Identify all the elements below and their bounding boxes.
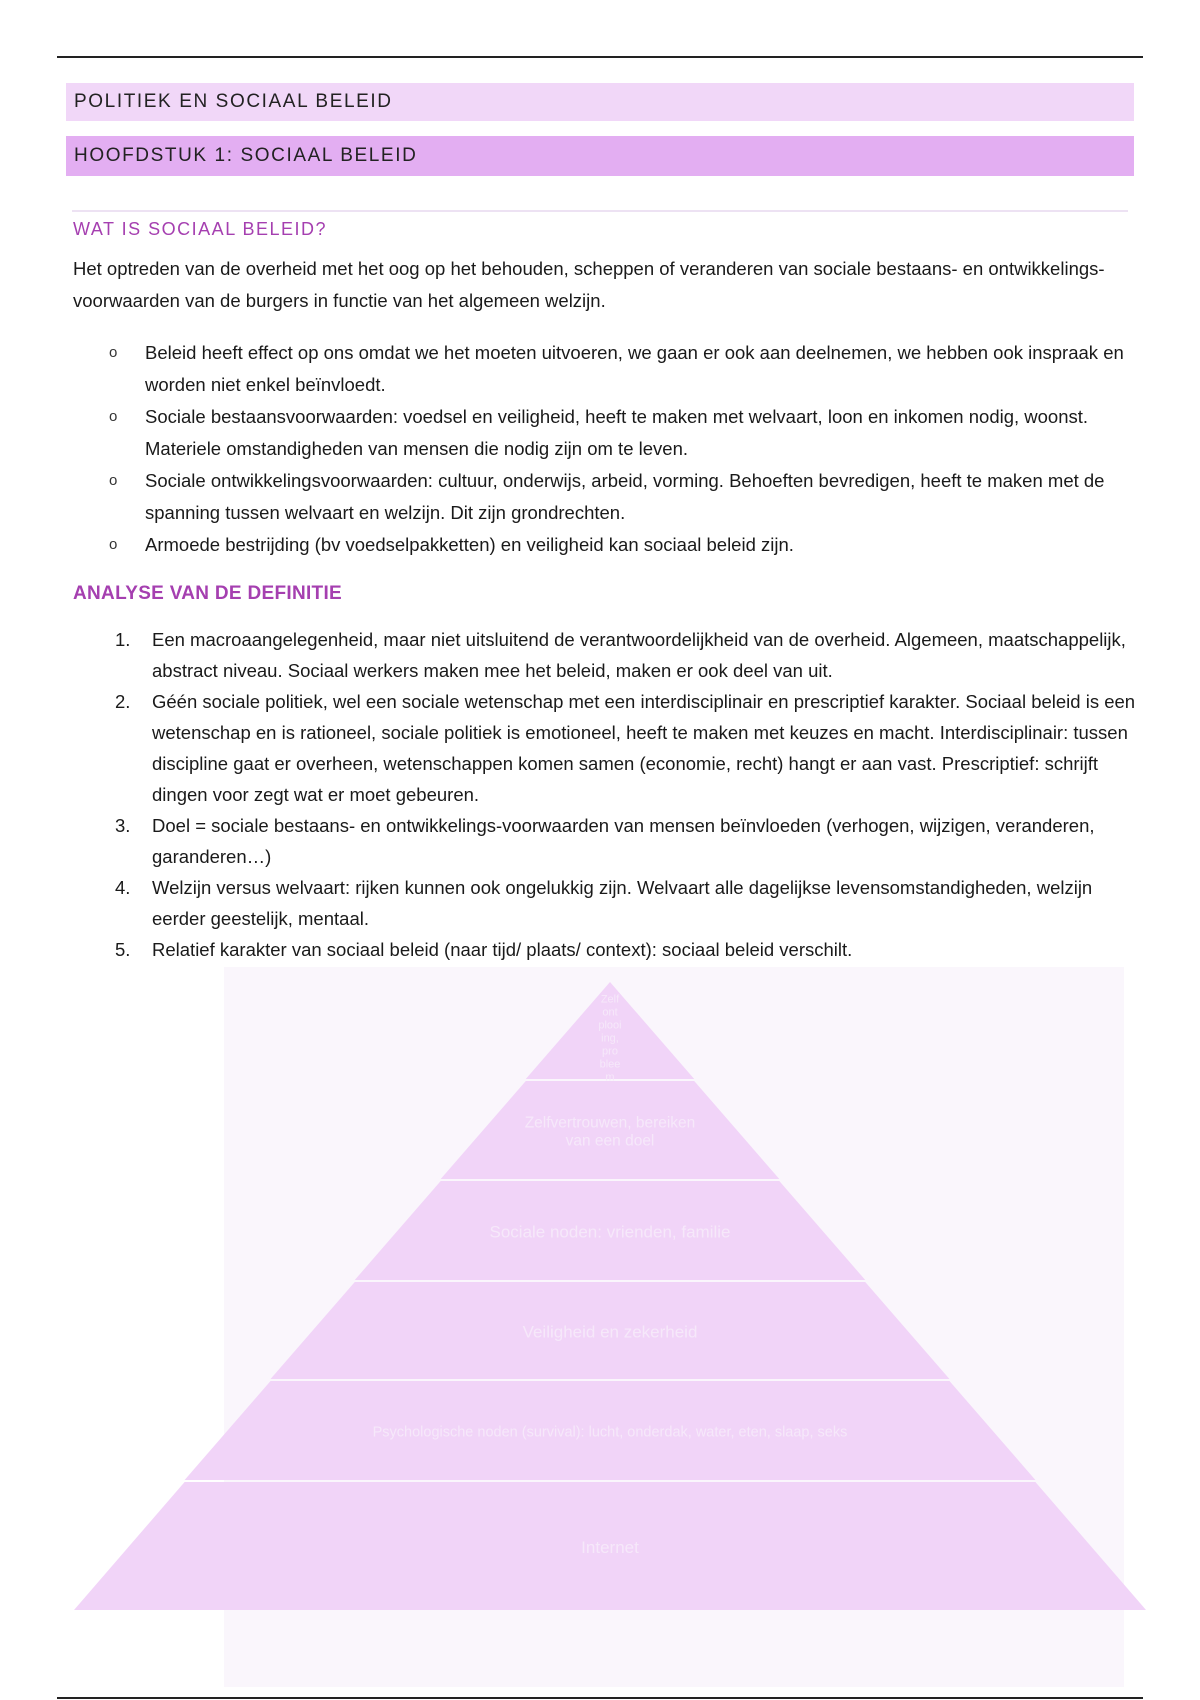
circle-bullet-icon: o (109, 472, 118, 489)
chapter-title: HOOFDSTUK 1: SOCIAAL BELEID (74, 145, 418, 166)
definition-paragraph: Het optreden van de overheid met het oog op het behouden, scheppen of veranderen van sociale bestaans- en ontwikkelings-voorwaarden van de burgers in functie van het algemeen welzijn. (73, 258, 1105, 311)
pyramid-level-label: pro (602, 1045, 618, 1058)
pyramid-level-label: ing, (601, 1032, 619, 1045)
pyramid-level-label: m (605, 1071, 615, 1084)
pyramid-level-label: Sociale noden: vrienden, familie (489, 1222, 731, 1242)
list-item-text: Welzijn versus welvaart: rijken kunnen ook ongelukkig zijn. Welvaart alle dagelijkse levensomstandigheden, welzijn eerder geestelijk, mentaal. (152, 877, 1093, 929)
section-heading-analyse: ANALYSE VAN DE DEFINITIE (73, 583, 343, 604)
list-number: 2. (115, 691, 131, 712)
circle-bullet-icon: o (109, 408, 118, 425)
pyramid-level-label: Zelf (600, 993, 620, 1006)
document-title: POLITIEK EN SOCIAAL BELEID (74, 91, 393, 112)
circle-bullet-icon: o (109, 344, 118, 361)
pyramid-level-label: Zelfvertrouwen, bereiken (524, 1114, 696, 1132)
list-item-text: Géén sociale politiek, wel een sociale wetenschap met een interdisciplinair en prescriptief karakter. Sociaal beleid is een wetenschap en is rationeel, sociale politiek is emotioneel, heeft te maken met keuzes en macht. Interdisciplinair: tussen discipline gaat er overheen, wetenschappen komen samen (economie, recht) hangt er aan vast. Prescriptief: schrijft dingen voor zegt wat er moet gebeuren. (152, 691, 1136, 805)
pyramid-level-label: plooi (598, 1019, 622, 1032)
pyramid-level-label: blee (599, 1058, 621, 1071)
section-heading-wat-is: WAT IS SOCIAAL BELEID? (73, 219, 328, 239)
list-number: 1. (115, 629, 131, 650)
bottom-rule (57, 1697, 1143, 1699)
list-item-text: Doel = sociale bestaans- en ontwikkelings-voorwaarden van mensen beïnvloeden (verhogen, wijzigen, veranderen, garanderen…) (152, 815, 1095, 867)
circle-bullet-icon: o (109, 536, 118, 553)
list-item-text: Een macroaangelegenheid, maar niet uitsluitend de verantwoordelijkheid van de overheid. Algemeen, maatschappelijk, abstract niveau. Sociaal werkers maken mee het beleid, maken er ook deel van uit. (152, 629, 1126, 681)
list-item-text: Relatief karakter van sociaal beleid (naar tijd/ plaats/ context): sociaal beleid verschilt. (152, 939, 853, 960)
list-number: 5. (115, 939, 131, 960)
pyramid-level-label: Psychologische noden (survival): lucht, onderdak, water, eten, slaap, seks (372, 1424, 848, 1441)
pyramid-level-label: Veiligheid en zekerheid (522, 1322, 698, 1342)
pyramid-level-label: Internet (581, 1537, 639, 1557)
pyramid-level-label: ont (602, 1006, 618, 1019)
list-number: 4. (115, 877, 131, 898)
list-item-text: Sociale bestaansvoorwaarden: voedsel en veiligheid, heeft te maken met welvaart, loon en inkomen nodig, woonst. Materiele omstandigheden van mensen die nodig zijn om te leven. (145, 406, 1089, 459)
list-item-text: Armoede bestrijding (bv voedselpakketten) en veiligheid kan sociaal beleid zijn. (145, 534, 794, 555)
list-item-text: Sociale ontwikkelingsvoorwaarden: cultuur, onderwijs, arbeid, vorming. Behoeften bevredigen, heeft te maken met de spanning tussen welvaart en welzijn. Dit zijn grondrechten. (145, 470, 1105, 523)
list-number: 3. (115, 815, 131, 836)
list-item-text: Beleid heeft effect op ons omdat we het moeten uitvoeren, we gaan er ook aan deelnemen, we hebben ook inspraak en worden niet enkel beïnvloedt. (145, 342, 1124, 395)
pyramid-level-label: van een doel (565, 1132, 655, 1150)
